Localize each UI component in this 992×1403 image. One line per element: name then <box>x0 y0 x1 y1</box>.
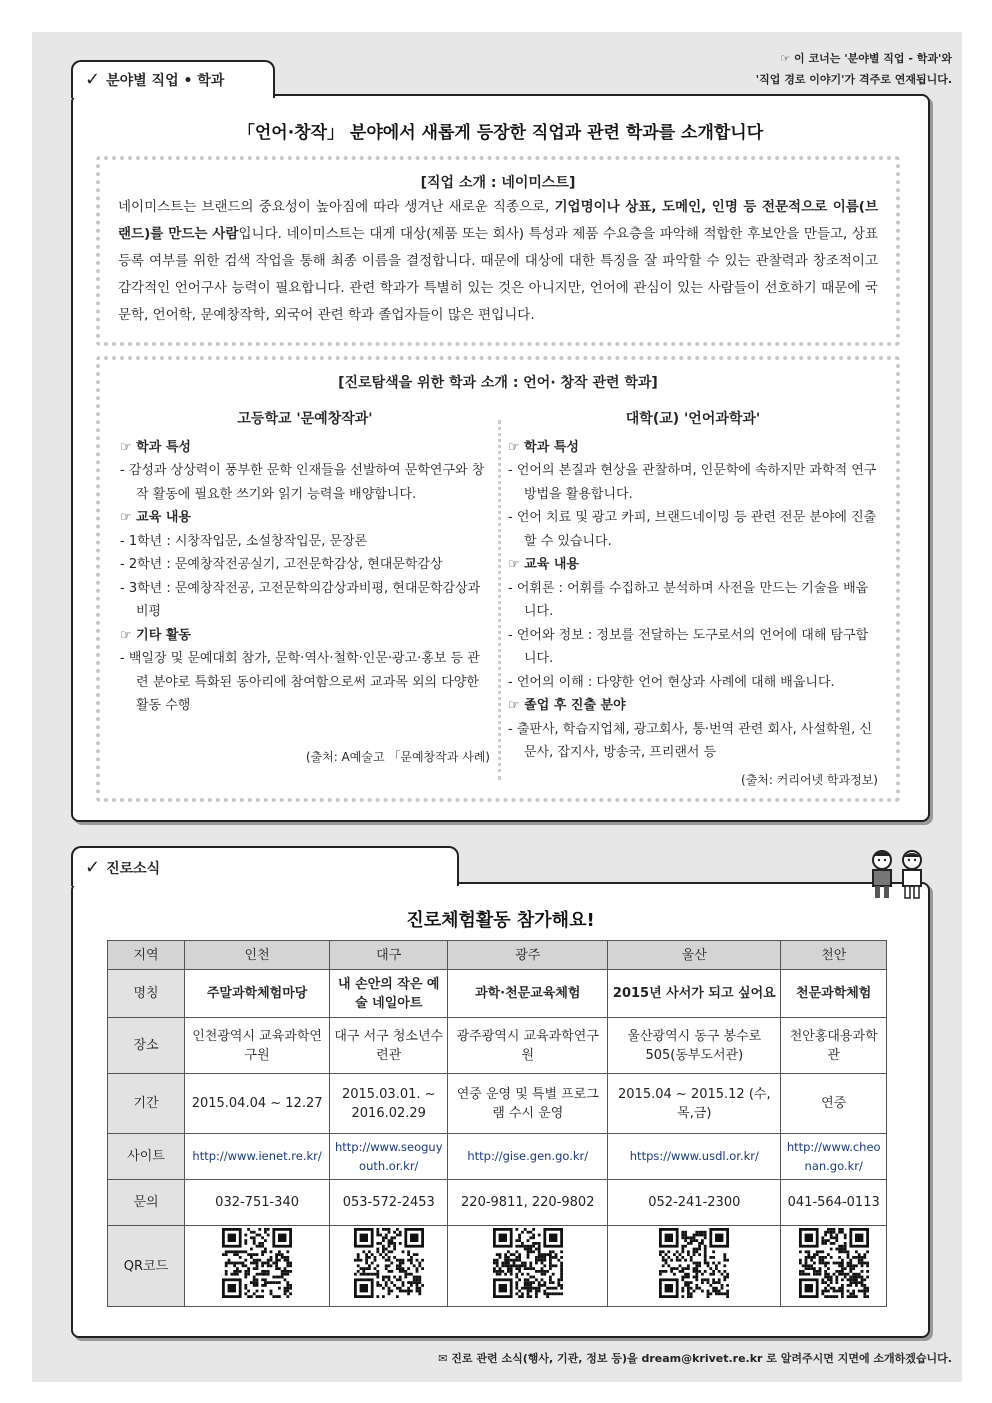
table-cell: 032-751-340 <box>185 1180 330 1226</box>
header-cell: 인천 <box>185 941 330 970</box>
footer-note: ✉ 진로 관련 소식(행사, 기관, 정보 등)을 dream@krivet.re.kr 로 알려주시면 지면에 소개하겠습니다. <box>438 1352 952 1365</box>
career-news-tab <box>71 846 459 886</box>
row-label: 사이트 <box>108 1134 185 1180</box>
qr-cell <box>781 1226 887 1307</box>
job-intro-text: 네이미스트는 브랜드의 중요성이 높아짐에 따라 생겨난 새로운 직종으로, 기업명이나 상표, 도메인, 인명 등 전문적으로 이름(브랜드)를 만드는 사람입니다. 네이미스트는 대게 대상(제품 또는 회사) 특성과 제품 수요층을 파악해 적합한 후보안을 만들고, 상표등록 여부를 위한 검색 작업을 통해 최종 이름을 결정합니다. 때문에 대상에 대한 특징을 잘 파악할 수 있는 관찰력과 창조적이고 감각적인 언어구사 능력이 필요합니다. 관련 학과가 특별히 있는 것은 아니지만, 언어에 관심이 있는 사람들이 선호하기 때문에 국문학, 언어학, 문예창작학, 외국어 관련 학과 졸업자들이 많은 편입니다. <box>118 199 878 323</box>
table-row <box>108 1018 887 1074</box>
section-heading: ☞ 교육 내용 <box>120 510 191 525</box>
events-table <box>107 940 887 1307</box>
list-item: - 감성과 상상력이 풍부한 문학 인재들을 선발하여 문학연구와 창작 활동에 필요한 쓰기와 읽기 능력을 배양합니다. <box>120 463 485 502</box>
row-label: 장소 <box>108 1018 185 1074</box>
row-label: 명칭 <box>108 970 185 1018</box>
source-note: (출처: A예술고 「문예창작과 사례) <box>305 749 490 764</box>
highschool-title: 고등학교 '문예창작과' <box>237 411 373 427</box>
list-item: - 2학년 : 문예창작전공실기, 고전문학감상, 현대문학감상 <box>120 557 443 572</box>
header-cell: 천안 <box>781 941 887 970</box>
table-cell: 041-564-0113 <box>781 1180 887 1226</box>
table-cell: 053-572-2453 <box>330 1180 448 1226</box>
row-label: QR코드 <box>108 1226 185 1307</box>
site-link[interactable]: http://gise.gen.go.kr/ <box>448 1134 608 1180</box>
qr-cell <box>330 1226 448 1307</box>
section-heading: ☞ 교육 내용 <box>508 557 579 572</box>
qr-cell <box>448 1226 608 1307</box>
check-icon: ✓ <box>85 69 101 90</box>
table-cell: 주말과학체험마당 <box>185 970 330 1018</box>
section-heading: ☞ 학과 특성 <box>120 439 191 455</box>
qr-code-icon[interactable] <box>222 1228 292 1298</box>
list-item: - 언어 치료 및 광고 카피, 브랜드네이밍 등 관련 전문 분야에 진출할 수 있습니다. <box>508 510 877 549</box>
table-cell: 2015년 사서가 되고 싶어요 <box>608 970 781 1018</box>
list-item: - 어휘론 : 어휘를 수집하고 분석하며 사전을 만드는 기술을 배웁니다. <box>508 580 869 619</box>
table-cell: 220-9811, 220-9802 <box>448 1180 608 1226</box>
site-link[interactable]: http://www.seoguyouth.or.kr/ <box>330 1134 448 1180</box>
job-dept-tab <box>71 60 275 98</box>
table-cell: 과학·천문교육체험 <box>448 970 608 1018</box>
qr-code-icon[interactable] <box>659 1228 729 1298</box>
list-item: - 언어와 정보 : 정보를 전달하는 도구로서의 언어에 대해 탐구합니다. <box>508 627 869 666</box>
table-cell: 대구 서구 청소년수련관 <box>330 1018 448 1074</box>
list-item: - 3학년 : 문예창작전공, 고전문학의감상과비평, 현대문학감상과비평 <box>120 580 481 619</box>
header-cell: 광주 <box>448 941 608 970</box>
table-row <box>108 1074 887 1134</box>
table-cell: 052-241-2300 <box>608 1180 781 1226</box>
qr-cell <box>185 1226 330 1307</box>
row-label: 문의 <box>108 1180 185 1226</box>
list-item: - 출판사, 학습지업체, 광고회사, 통·번역 관련 회사, 사설학원, 신문사, 잡지사, 방송국, 프리랜서 등 <box>508 721 872 760</box>
qr-code-icon[interactable] <box>493 1228 563 1298</box>
series-note <box>756 48 952 90</box>
table-cell: 연중 <box>781 1074 887 1134</box>
section-heading: ☞ 졸업 후 진출 분야 <box>508 698 626 713</box>
table-row <box>108 970 887 1018</box>
header-cell: 울산 <box>608 941 781 970</box>
tab-label: 분야별 직업 • 학과 <box>106 73 225 89</box>
table-cell: 인천광역시 교육과학연구원 <box>185 1018 330 1074</box>
header-cell: 대구 <box>330 941 448 970</box>
list-item: - 1학년 : 시창작입문, 소설창작입문, 문장론 <box>120 533 368 549</box>
table-cell: 2015.04 ~ 2015.12 (수,목,금) <box>608 1074 781 1134</box>
table-cell: 2015.04.04 ~ 12.27 <box>185 1074 330 1134</box>
section-heading: ☞ 학과 특성 <box>508 439 579 455</box>
list-item: - 언어의 본질과 현상을 관찰하며, 인문학에 속하지만 과학적 연구 방법을 활용합니다. <box>508 463 877 502</box>
dept-intro-box <box>96 356 900 802</box>
qr-cell <box>608 1226 781 1307</box>
site-link[interactable]: http://www.cheonan.go.kr/ <box>781 1134 887 1180</box>
university-title: 대학(교) '언어과학과' <box>625 411 761 427</box>
table-cell: 울산광역시 동구 봉수로 505(동부도서관) <box>608 1018 781 1074</box>
table-cell: 광주광역시 교육과학연구원 <box>448 1018 608 1074</box>
table-cell: 천안홍대용과학관 <box>781 1018 887 1074</box>
qr-code-icon[interactable] <box>799 1228 869 1298</box>
table-cell: 2015.03.01. ~ 2016.02.29 <box>330 1074 448 1134</box>
table-cell: 내 손안의 작은 예술 네일아트 <box>330 970 448 1018</box>
check-icon: ✓ <box>85 857 101 878</box>
university-column <box>508 408 878 792</box>
job-intro-title: [직업 소개 : 네이미스트] <box>420 175 576 191</box>
qr-row <box>108 1226 887 1307</box>
column-divider <box>498 420 501 780</box>
source-note: (출처: 커리어넷 학과정보) <box>741 772 878 787</box>
site-link[interactable]: https://www.usdl.or.kr/ <box>608 1134 781 1180</box>
row-label: 기간 <box>108 1074 185 1134</box>
table-row <box>108 1134 887 1180</box>
qr-code-icon[interactable] <box>354 1228 424 1298</box>
dept-intro-title: [진로탐색을 위한 학과 소개 : 언어· 창작 관련 학과] <box>338 375 658 391</box>
job-intro-box <box>96 156 900 346</box>
list-item: - 백일장 및 문예대회 참가, 문학·역사·철학·인문·광고·홍보 등 관련 분야로 특화된 동아리에 참여함으로써 교과목 외의 다양한 활동 수행 <box>120 651 480 713</box>
list-item: - 언어의 이해 : 다양한 언어 현상과 사례에 대해 배웁니다. <box>508 674 835 690</box>
table-row <box>108 1180 887 1226</box>
tab-label: 진로소식 <box>106 861 161 877</box>
table-header-row <box>108 941 887 970</box>
series-note-line1: ☞ 이 코너는 '분야별 직업 - 학과'와 <box>780 52 952 65</box>
table-cell: 천문과학체험 <box>781 970 887 1018</box>
section-heading: ☞ 기타 활동 <box>120 627 191 643</box>
highschool-column <box>120 408 490 769</box>
header-cell: 지역 <box>108 941 185 970</box>
section2-headline: 진로체험활동 참가해요! <box>406 910 595 931</box>
kids-illustration <box>868 848 928 900</box>
site-link[interactable]: http://www.ienet.re.kr/ <box>185 1134 330 1180</box>
section1-headline: 「언어·창작」 분야에서 새롭게 등장한 직업과 관련 학과를 소개합니다 <box>237 123 764 143</box>
series-note-line2: '직업 경로 이야기'가 격주로 연재됩니다. <box>755 73 952 86</box>
table-cell: 연중 운영 및 특별 프로그램 수시 운영 <box>448 1074 608 1134</box>
